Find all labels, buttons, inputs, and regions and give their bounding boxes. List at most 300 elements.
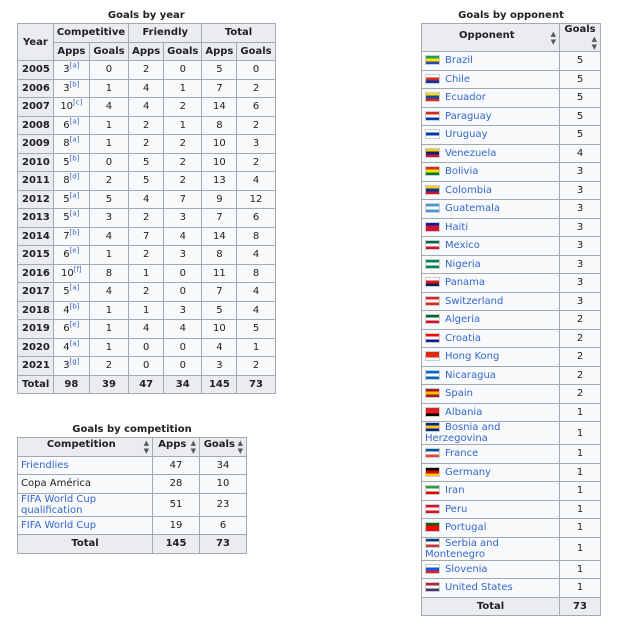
table-row xyxy=(18,493,247,516)
footnote-link[interactable]: [e] xyxy=(69,246,80,255)
cell-cgoals: 4 xyxy=(89,227,128,246)
flag-icon xyxy=(425,203,440,213)
table-row xyxy=(18,190,276,209)
opponent-cell xyxy=(422,482,560,501)
table-row xyxy=(18,357,276,376)
table-row xyxy=(422,126,601,145)
total-cgoals: 39 xyxy=(89,375,128,394)
column-header-apps[interactable]: Apps ▲ ▼ xyxy=(153,438,200,457)
row-header-year: 2006 xyxy=(18,79,54,98)
table-row xyxy=(18,475,247,494)
cell-goals: 6 xyxy=(200,516,247,535)
footnote-link[interactable]: [d] xyxy=(69,172,80,181)
flag-icon xyxy=(425,370,440,380)
footnote-link[interactable]: [b] xyxy=(69,228,80,237)
flag-icon xyxy=(425,351,440,361)
cell-apps: 47 xyxy=(153,456,200,475)
cell-fapps: 2 xyxy=(129,61,164,80)
total-fapps: 47 xyxy=(129,375,164,394)
row-header-year: 2016 xyxy=(18,264,54,283)
total-capps: 98 xyxy=(53,375,89,394)
cell-apps: 28 xyxy=(153,475,200,494)
cell-tapps: 4 xyxy=(202,338,237,357)
cell-cgoals: 8 xyxy=(89,264,128,283)
opponent-cell xyxy=(422,200,560,219)
opponent-cell xyxy=(422,237,560,256)
table-row xyxy=(18,172,276,191)
table-row xyxy=(422,89,601,108)
table-row xyxy=(422,579,601,598)
opponent-cell xyxy=(422,218,560,237)
opponent-link[interactable]: Croatia xyxy=(445,332,481,344)
total-label: Total xyxy=(18,375,54,394)
footnote-link[interactable]: [b] xyxy=(69,302,80,311)
row-header-year: 2009 xyxy=(18,135,54,154)
cell-competitive-apps: 6[e] xyxy=(53,246,89,265)
table-row xyxy=(18,264,276,283)
footnote-link[interactable]: [a] xyxy=(69,283,80,292)
cell-competitive-apps: 8[d] xyxy=(53,172,89,191)
cell-tgoals: 12 xyxy=(237,190,275,209)
cell-tgoals: 4 xyxy=(237,301,275,320)
opponent-cell xyxy=(422,89,560,108)
opponent-cell xyxy=(422,519,560,538)
table-row xyxy=(18,79,276,98)
flag-icon xyxy=(425,314,440,324)
table-row xyxy=(422,274,601,293)
flag-icon xyxy=(425,222,440,232)
cell-goals: 3 xyxy=(560,292,601,311)
opponent-cell xyxy=(422,403,560,422)
row-header-year: 2007 xyxy=(18,98,54,117)
row-header-year: 2014 xyxy=(18,227,54,246)
cell-fgoals: 3 xyxy=(164,301,202,320)
cell-cgoals: 1 xyxy=(89,320,128,339)
table-row xyxy=(422,237,601,256)
opponent-link[interactable]: Colombia xyxy=(445,184,492,196)
cell-fapps: 5 xyxy=(129,153,164,172)
opponent-cell xyxy=(422,385,560,404)
cell-cgoals: 1 xyxy=(89,338,128,357)
cell-cgoals: 1 xyxy=(89,79,128,98)
flag-icon xyxy=(425,422,440,432)
opponent-cell xyxy=(422,181,560,200)
table-row xyxy=(18,320,276,339)
cell-fgoals: 0 xyxy=(164,338,202,357)
cell-tapps: 14 xyxy=(202,98,237,117)
total-goals: 73 xyxy=(200,535,247,554)
cell-fapps: 4 xyxy=(129,190,164,209)
cell-competitive-apps: 3[g] xyxy=(53,357,89,376)
cell-tapps: 7 xyxy=(202,79,237,98)
flag-icon xyxy=(425,185,440,195)
opponent-cell xyxy=(422,70,560,89)
opponent-link[interactable]: Albania xyxy=(445,406,483,418)
cell-fapps: 4 xyxy=(129,320,164,339)
opponent-link[interactable]: Mexico xyxy=(445,240,480,252)
cell-tgoals: 4 xyxy=(237,172,275,191)
competition-name[interactable]: Friendlies xyxy=(18,456,153,475)
total-fgoals: 34 xyxy=(164,375,202,394)
cell-competitive-apps: 5[a] xyxy=(53,209,89,228)
opponent-link[interactable]: Portugal xyxy=(445,522,487,534)
opponent-link[interactable]: Nicaragua xyxy=(445,369,496,381)
column-header-goals: Goals xyxy=(89,42,128,61)
cell-tapps: 7 xyxy=(202,209,237,228)
cell-fapps: 2 xyxy=(129,246,164,265)
opponent-cell xyxy=(422,292,560,311)
cell-competitive-apps: 6[a] xyxy=(53,116,89,135)
cell-cgoals: 2 xyxy=(89,357,128,376)
cell-tgoals: 4 xyxy=(237,246,275,265)
cell-goals: 34 xyxy=(200,456,247,475)
cell-tapps: 13 xyxy=(202,172,237,191)
column-header-competition[interactable]: Competition ▲ ▼ xyxy=(18,438,153,457)
cell-goals: 1 xyxy=(560,560,601,579)
cell-tgoals: 3 xyxy=(237,135,275,154)
column-header-friendly: Friendly xyxy=(129,24,202,43)
table-row xyxy=(18,301,276,320)
cell-goals: 1 xyxy=(560,519,601,538)
opponent-link[interactable]: Paraguay xyxy=(445,110,492,122)
footnote-link[interactable]: [a] xyxy=(69,209,80,218)
cell-goals: 3 xyxy=(560,181,601,200)
opponent-link[interactable]: Ecuador xyxy=(445,92,486,104)
goals-by-opponent-table xyxy=(421,6,601,616)
cell-fapps: 0 xyxy=(129,338,164,357)
column-header-opponent[interactable]: Opponent ▲ ▼ xyxy=(422,24,560,52)
sort-icon[interactable]: ▲ ▼ xyxy=(143,438,149,455)
flag-icon xyxy=(425,564,440,574)
total-row xyxy=(422,597,601,616)
cell-tapps: 14 xyxy=(202,227,237,246)
cell-tapps: 10 xyxy=(202,135,237,154)
cell-fgoals: 3 xyxy=(164,209,202,228)
opponent-cell xyxy=(422,348,560,367)
cell-fgoals: 0 xyxy=(164,283,202,302)
column-header-apps: Apps xyxy=(53,42,89,61)
table-row xyxy=(18,338,276,357)
opponent-link[interactable]: Panama xyxy=(445,277,486,289)
table-row xyxy=(18,246,276,265)
column-header-goals[interactable]: Goals ▲ ▼ xyxy=(200,438,247,457)
opponent-link[interactable]: Guatemala xyxy=(445,203,501,215)
cell-tgoals: 0 xyxy=(237,61,275,80)
table-row xyxy=(18,153,276,172)
cell-fgoals: 2 xyxy=(164,172,202,191)
footnote-link[interactable]: [b] xyxy=(69,80,80,89)
opponent-cell xyxy=(422,52,560,71)
cell-tapps: 9 xyxy=(202,190,237,209)
cell-goals: 1 xyxy=(560,445,601,464)
opponent-link[interactable]: Uruguay xyxy=(445,129,488,141)
cell-goals: 2 xyxy=(560,348,601,367)
sort-icon[interactable]: ▲ ▼ xyxy=(190,438,196,455)
cell-tgoals: 5 xyxy=(237,320,275,339)
opponent-cell xyxy=(422,579,560,598)
flag-icon xyxy=(425,129,440,139)
cell-goals: 1 xyxy=(560,500,601,519)
flag-icon xyxy=(425,538,440,548)
cell-tgoals: 6 xyxy=(237,209,275,228)
table-row xyxy=(18,98,276,117)
cell-goals: 2 xyxy=(560,385,601,404)
cell-tapps: 7 xyxy=(202,283,237,302)
cell-cgoals: 1 xyxy=(89,116,128,135)
cell-fgoals: 0 xyxy=(164,264,202,283)
flag-icon xyxy=(425,582,440,592)
opponent-link[interactable]: Algeria xyxy=(445,314,481,326)
opponent-link[interactable]: Nigeria xyxy=(445,258,481,270)
cell-fgoals: 2 xyxy=(164,153,202,172)
cell-cgoals: 0 xyxy=(89,153,128,172)
cell-fapps: 1 xyxy=(129,301,164,320)
column-header-competitive: Competitive xyxy=(53,24,128,43)
table-row xyxy=(422,181,601,200)
cell-goals: 23 xyxy=(200,493,247,516)
opponent-link[interactable]: Bosnia and Herzegovina xyxy=(425,422,501,444)
row-header-year: 2008 xyxy=(18,116,54,135)
cell-tgoals: 4 xyxy=(237,283,275,302)
table-row xyxy=(422,52,601,71)
flag-icon xyxy=(425,277,440,287)
cell-goals: 3 xyxy=(560,255,601,274)
total-tgoals: 73 xyxy=(237,375,275,394)
total-row xyxy=(18,535,247,554)
cell-goals: 1 xyxy=(560,482,601,501)
opponent-link[interactable]: Iran xyxy=(445,485,465,497)
opponent-link[interactable]: Peru xyxy=(445,503,468,515)
opponent-cell xyxy=(422,537,560,560)
flag-icon xyxy=(425,74,440,84)
opponent-link[interactable]: Brazil xyxy=(445,55,473,67)
cell-goals: 5 xyxy=(560,70,601,89)
footnote-link[interactable]: [a] xyxy=(69,135,80,144)
opponent-cell xyxy=(422,126,560,145)
row-header-year: 2021 xyxy=(18,357,54,376)
opponent-cell xyxy=(422,463,560,482)
cell-goals: 3 xyxy=(560,237,601,256)
table-row xyxy=(18,209,276,228)
competition-name[interactable]: FIFA World Cup qualification xyxy=(18,493,153,516)
table-row xyxy=(422,482,601,501)
footnote-link[interactable]: [b] xyxy=(69,154,80,163)
flag-icon xyxy=(425,467,440,477)
table-row xyxy=(422,422,601,445)
flag-icon xyxy=(425,333,440,343)
opponent-link[interactable]: Slovenia xyxy=(445,563,488,575)
table-row xyxy=(422,366,601,385)
cell-fapps: 5 xyxy=(129,172,164,191)
row-header-year: 2005 xyxy=(18,61,54,80)
sort-icon[interactable]: ▲ ▼ xyxy=(591,35,597,51)
opponent-link[interactable]: Hong Kong xyxy=(445,351,500,363)
opponent-cell xyxy=(422,422,560,445)
cell-competitive-apps: 3[b] xyxy=(53,79,89,98)
cell-goals: 1 xyxy=(560,537,601,560)
footnote-link[interactable]: [a] xyxy=(69,117,80,126)
table-row xyxy=(422,500,601,519)
flag-icon xyxy=(425,296,440,306)
table-row xyxy=(18,516,247,535)
flag-icon xyxy=(425,148,440,158)
cell-fgoals: 0 xyxy=(164,357,202,376)
cell-goals: 3 xyxy=(560,200,601,219)
table-row xyxy=(422,311,601,330)
table-row xyxy=(422,445,601,464)
total-tapps: 145 xyxy=(202,375,237,394)
cell-goals: 5 xyxy=(560,107,601,126)
column-header-goals: Goals xyxy=(237,42,275,61)
opponent-link[interactable]: Haiti xyxy=(445,221,469,233)
goals-by-competition-table xyxy=(17,420,247,554)
table-row xyxy=(422,107,601,126)
table-row xyxy=(422,70,601,89)
row-header-year: 2018 xyxy=(18,301,54,320)
table-caption: Goals by opponent xyxy=(458,10,564,21)
total-label: Total xyxy=(422,597,560,616)
opponent-cell xyxy=(422,274,560,293)
table-row xyxy=(422,348,601,367)
opponent-cell xyxy=(422,445,560,464)
cell-goals: 2 xyxy=(560,366,601,385)
opponent-cell xyxy=(422,163,560,182)
opponent-link[interactable]: Bolivia xyxy=(445,166,479,178)
cell-apps: 51 xyxy=(153,493,200,516)
cell-goals: 1 xyxy=(560,403,601,422)
opponent-link[interactable]: Venezuela xyxy=(445,147,497,159)
flag-icon xyxy=(425,259,440,269)
flag-icon xyxy=(425,388,440,398)
cell-fgoals: 2 xyxy=(164,98,202,117)
cell-goals: 5 xyxy=(560,126,601,145)
flag-icon xyxy=(425,55,440,65)
cell-fgoals: 7 xyxy=(164,190,202,209)
cell-tapps: 5 xyxy=(202,301,237,320)
footnote-link[interactable]: [a] xyxy=(69,339,80,348)
cell-competitive-apps: 10[c] xyxy=(53,98,89,117)
cell-goals: 1 xyxy=(560,422,601,445)
opponent-cell xyxy=(422,329,560,348)
flag-icon xyxy=(425,485,440,495)
cell-competitive-apps: 6[e] xyxy=(53,320,89,339)
sort-icon[interactable]: ▲ ▼ xyxy=(550,29,556,46)
column-header-goals[interactable]: Goals ▲ ▼ xyxy=(560,24,601,52)
cell-fgoals: 2 xyxy=(164,135,202,154)
table-row xyxy=(422,144,601,163)
footnote-link[interactable]: [f] xyxy=(73,265,82,274)
cell-competitive-apps: 7[b] xyxy=(53,227,89,246)
cell-competitive-apps: 10[f] xyxy=(53,264,89,283)
opponent-link[interactable]: Spain xyxy=(445,388,473,400)
opponent-cell xyxy=(422,500,560,519)
footnote-link[interactable]: [a] xyxy=(69,191,80,200)
cell-fapps: 7 xyxy=(129,227,164,246)
cell-cgoals: 4 xyxy=(89,98,128,117)
footnote-link[interactable]: [a] xyxy=(69,61,80,70)
cell-goals: 10 xyxy=(200,475,247,494)
opponent-link[interactable]: United States xyxy=(445,582,513,594)
cell-cgoals: 1 xyxy=(89,301,128,320)
cell-tgoals: 8 xyxy=(237,227,275,246)
row-header-year: 2017 xyxy=(18,283,54,302)
footnote-link[interactable]: [g] xyxy=(69,357,80,366)
row-header-year: 2013 xyxy=(18,209,54,228)
cell-goals: 1 xyxy=(560,579,601,598)
flag-icon xyxy=(425,111,440,121)
cell-tapps: 10 xyxy=(202,153,237,172)
opponent-cell xyxy=(422,144,560,163)
cell-cgoals: 2 xyxy=(89,172,128,191)
table-caption: Goals by year xyxy=(107,10,185,21)
cell-tapps: 11 xyxy=(202,264,237,283)
cell-competitive-apps: 3[a] xyxy=(53,61,89,80)
sort-icon[interactable]: ▲ ▼ xyxy=(237,438,243,455)
flag-icon xyxy=(425,504,440,514)
flag-icon xyxy=(425,92,440,102)
cell-fapps: 1 xyxy=(129,264,164,283)
cell-fapps: 2 xyxy=(129,209,164,228)
cell-tapps: 8 xyxy=(202,246,237,265)
table-row xyxy=(422,292,601,311)
table-row xyxy=(18,227,276,246)
cell-tapps: 10 xyxy=(202,320,237,339)
opponent-cell xyxy=(422,311,560,330)
footnote-link[interactable]: [e] xyxy=(69,320,80,329)
total-row xyxy=(18,375,276,394)
cell-tgoals: 2 xyxy=(237,357,275,376)
column-header-total: Total xyxy=(202,24,275,43)
cell-cgoals: 4 xyxy=(89,283,128,302)
flag-icon xyxy=(425,240,440,250)
cell-fgoals: 4 xyxy=(164,227,202,246)
row-header-year: 2012 xyxy=(18,190,54,209)
cell-goals: 5 xyxy=(560,52,601,71)
row-header-year: 2019 xyxy=(18,320,54,339)
table-row xyxy=(18,283,276,302)
cell-goals: 2 xyxy=(560,311,601,330)
goals-by-year-table xyxy=(17,6,276,394)
competition-name[interactable]: FIFA World Cup xyxy=(18,516,153,535)
opponent-link[interactable]: France xyxy=(445,448,479,460)
opponent-link[interactable]: Chile xyxy=(445,73,471,85)
cell-fgoals: 4 xyxy=(164,320,202,339)
cell-cgoals: 3 xyxy=(89,209,128,228)
table-row xyxy=(422,463,601,482)
table-row xyxy=(422,560,601,579)
opponent-link[interactable]: Switzerland xyxy=(445,295,504,307)
cell-fapps: 2 xyxy=(129,135,164,154)
row-header-year: 2020 xyxy=(18,338,54,357)
cell-cgoals: 1 xyxy=(89,135,128,154)
cell-tapps: 5 xyxy=(202,61,237,80)
column-header-apps: Apps xyxy=(129,42,164,61)
row-header-year: 2015 xyxy=(18,246,54,265)
table-row xyxy=(18,135,276,154)
cell-fgoals: 3 xyxy=(164,246,202,265)
cell-goals: 2 xyxy=(560,329,601,348)
table-row xyxy=(422,537,601,560)
opponent-link[interactable]: Germany xyxy=(445,466,491,478)
cell-apps: 19 xyxy=(153,516,200,535)
opponent-cell xyxy=(422,255,560,274)
cell-cgoals: 0 xyxy=(89,61,128,80)
competition-name: Copa América xyxy=(18,475,153,494)
cell-goals: 1 xyxy=(560,463,601,482)
footnote-link[interactable]: [c] xyxy=(73,98,83,107)
table-row xyxy=(422,329,601,348)
opponent-link[interactable]: Serbia and Montenegro xyxy=(425,537,499,560)
